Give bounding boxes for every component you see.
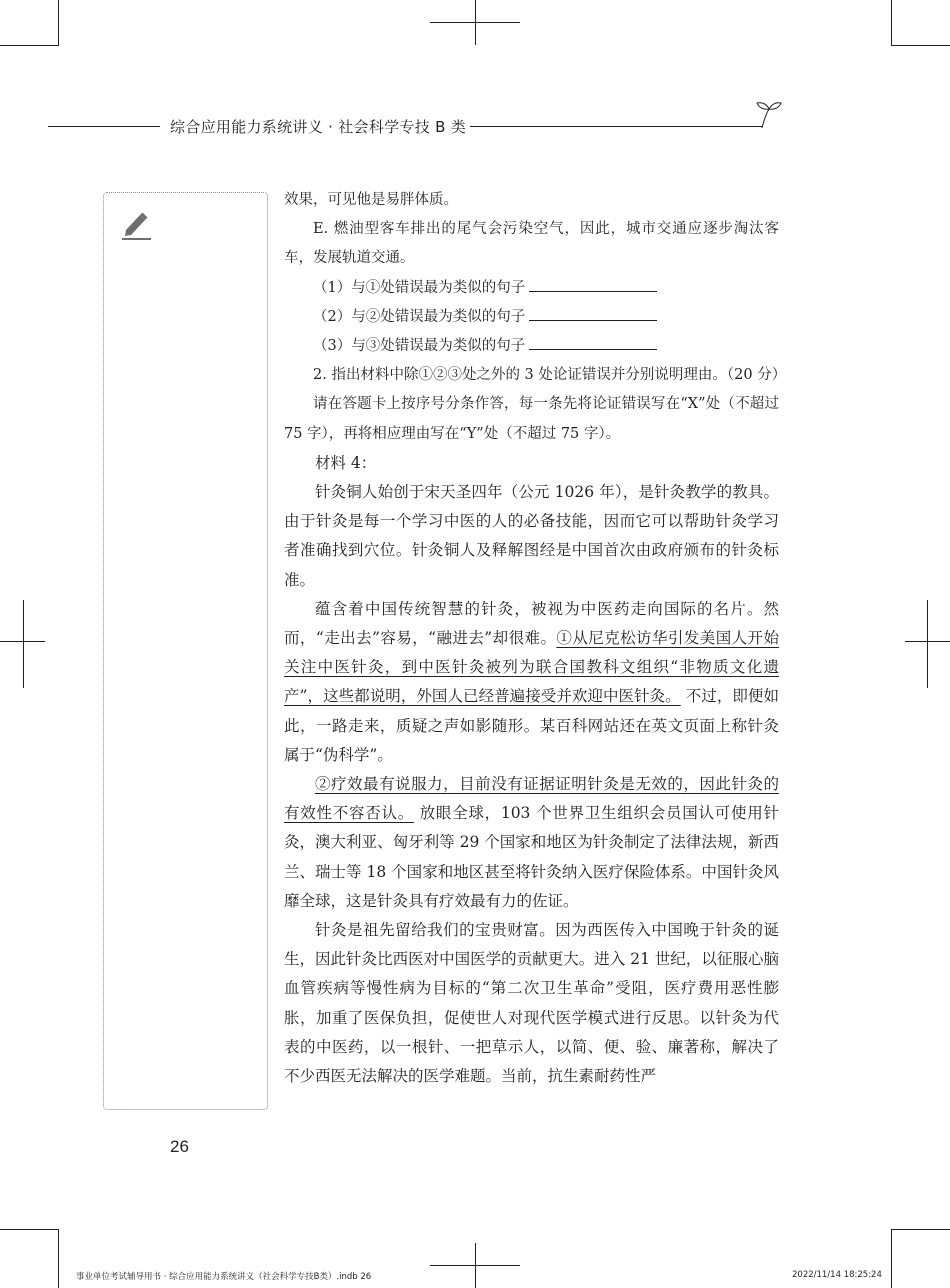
answer-blank: [529, 277, 657, 292]
paragraph-text: 放眼全球，103 个世界卫生组织会员国认可使用针灸，澳大利亚、匈牙利等 29 个国家和地区为针灸制定了法律法规，新西兰、瑞士等 18 个国家和地区甚至将针灸纳入医疗保险体系。中国针灸风靡全球，这是针灸具有疗效最有力的佐证。: [284, 804, 779, 910]
paragraph-text: 不过，即便如此，一路走来，质疑之声如影随形。某百科网站还在英文页面上称针灸属于“伪科学”。: [284, 687, 779, 764]
footer-file-info: 事业单位考试辅导用书 · 综合应用能力系统讲义（社会科学专技B类）.indb 26: [76, 1272, 372, 1282]
question-text: （3）与③处错误最为类似的句子: [313, 338, 526, 355]
paragraph: [284, 770, 779, 916]
answer-blank: [529, 306, 657, 321]
paragraph: 针灸铜人始创于宋天圣四年（公元 1026 年），是针灸教学的教具。由于针灸是每一个学习中医的人的必备技能，因而它可以帮助针灸学习者准确找到穴位。针灸铜人及释解图经是中国首次由政府颁布的针灸标准。: [284, 483, 779, 589]
header-title: 综合应用能力系统讲义 · 社会科学专技 B 类: [170, 118, 467, 136]
question-item: [284, 303, 779, 332]
question-item: [284, 332, 779, 361]
option-e: E. 燃油型客车排出的尾气会污染空气，因此，城市交通应逐步淘汰客车，发展轨道交通。: [284, 221, 779, 267]
underlined-argument-1: ①从尼克松访华引发美国人开始关注中医针灸，到中医针灸被列为联合国教科文组织“非物质文化遗产”，这些都说明，外国人已经普遍接受并欢迎中医针灸。: [284, 629, 779, 706]
question-text: （1）与①处错误最为类似的句子: [313, 279, 526, 296]
task-2: 2. 指出材料中除①②③处之外的 3 处论证错误并分别说明理由。（20 分）: [313, 367, 787, 384]
question-item: [284, 274, 779, 303]
paragraph: [284, 595, 779, 770]
paragraph: 针灸是祖先留给我们的宝贵财富。因为西医传入中国晚于针灸的诞生，因此针灸比西医对中国医学的贡献更大。进入 21 世纪，以征服心脑血管疾病等慢性病为目标的“第二次卫生革命”受阻，医疗费用恶性膨胀，加重了医保负担，促使世人对现代医学模式进行反思。以针灸为代表的中医药，以一根针、一把草示人，以简、便、验、廉著称，解决了不少西医无法解决的医学难题。当前，抗生素耐药性严: [284, 921, 779, 1086]
instruction: 请在答题卡上按序号分条作答，每一条先将论证错误写在“X”处（不超过 75 字），再将相应理由写在“Y”处（不超过 75 字）。: [284, 396, 779, 442]
page-number: 26: [170, 1137, 189, 1156]
paragraph: 效果，可见他是易胖体质。: [284, 192, 458, 208]
paragraph-text: 蕴含着中国传统智慧的针灸，被视为中医药走向国际的名片。然而，“走出去”容易，“融进去”却很难。: [284, 599, 779, 648]
underlined-argument-2: ②疗效最有说服力，目前没有证据证明针灸是无效的，因此针灸的有效性不容否认。: [284, 775, 779, 823]
question-text: （2）与②处错误最为类似的句子: [313, 308, 526, 325]
answer-blank: [529, 335, 657, 350]
main-text: [284, 186, 787, 1091]
pencil-icon: [120, 210, 154, 242]
notes-margin-box: [103, 192, 268, 1110]
footer-timestamp: 2022/11/14 18:25:24: [792, 1270, 882, 1280]
leaf-sprout-icon: [756, 100, 782, 130]
material-label: 材料 4：: [315, 453, 377, 472]
